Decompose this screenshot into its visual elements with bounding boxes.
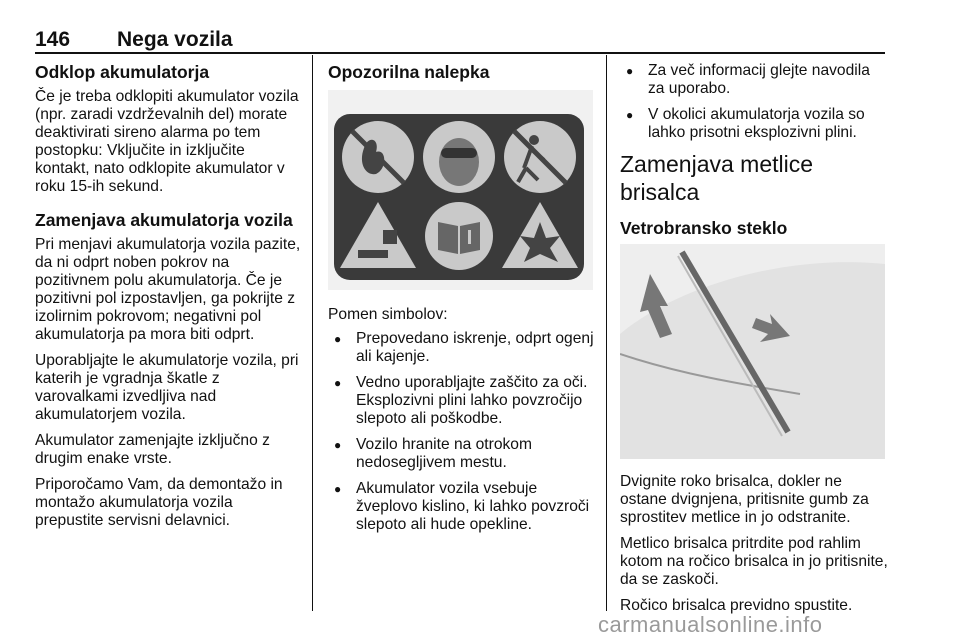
- paragraph: Uporabljajte le akumulatorje vozila, pri katerih je vgradnja škatle z varovalkami izvedljiva nad akumulatorjem vozila.: [35, 352, 299, 423]
- column-1: [35, 62, 303, 538]
- wiper-figure-svg: [620, 244, 885, 459]
- paragraph: Pri menjavi akumulatorja vozila pazite, da ni odprt noben pokrov na pozitivnem polu akumulatorja. Če je pozitivni pol izpostavljen, ga pokrijte z izolirnim pokrovom; negativni pol akumulatorja pa mora biti odprt.: [35, 236, 301, 343]
- paragraph: Priporočamo Vam, da demontažo in montažo akumulatorja vozila prepustite servisni delavnici.: [35, 476, 283, 529]
- info-list: [620, 62, 888, 142]
- header-rule: [35, 52, 885, 54]
- subsection-heading-windshield: Vetrobransko steklo: [620, 218, 788, 238]
- section-heading-battery-replacement: Zamenjava akumulatorja vozila: [35, 210, 293, 230]
- paragraph: Če je treba odklopiti akumulator vozila (npr. zaradi vzdrževalnih del) morate deaktivirati sireno alarma po tem postopku: Vključite in izključite kontakt, nato odklopite akumulator v roku 15-ih sekund.: [35, 88, 299, 195]
- list-item: ● V okolici akumulatorja vozila so lahko prisotni eksplozivni plini.: [620, 106, 888, 142]
- paragraph: Akumulator zamenjajte izključno z drugim enake vrste.: [35, 432, 270, 467]
- column-3: [620, 62, 888, 623]
- eye-protection-icon: [423, 121, 495, 193]
- warning-sticker-figure: [328, 90, 593, 290]
- page-header: [35, 28, 885, 50]
- paragraph: Metlico brisalca pritrdite pod rahlim kotom na ročico brisalca in jo pritisnite, da se zaskoči.: [620, 535, 888, 588]
- paragraph: Ročico brisalca previdno spustite.: [620, 597, 853, 614]
- page-number: 146: [35, 28, 71, 51]
- section-heading-battery-disconnect: Odklop akumulatorja: [35, 62, 210, 82]
- keep-away-from-children-icon: [504, 121, 576, 193]
- list-item: ● Vedno uporabljajte zaščito za oči. Eksplozivni plini lahko povzročijo slepoto ali poškodbe.: [328, 374, 596, 428]
- section-heading-warning-label: Opozorilna nalepka: [328, 62, 490, 82]
- chapter-title: Nega vozila: [117, 28, 233, 51]
- wiper-figure: [620, 244, 885, 459]
- symbols-list: [328, 330, 596, 534]
- column-2: [328, 62, 596, 542]
- list-item: ● Za več informacij glejte navodila za uporabo.: [620, 62, 888, 98]
- section-heading-wiper-replacement: Zamenjava metlice brisalca: [620, 151, 814, 205]
- symbols-intro: Pomen simbolov:: [328, 306, 448, 323]
- column-divider-1: [312, 55, 313, 611]
- no-fire-icon: [342, 121, 414, 193]
- column-divider-2: [606, 55, 607, 611]
- warning-sticker-svg: [328, 90, 593, 290]
- paragraph: Dvignite roko brisalca, dokler ne ostane dvignjena, pritisnite gumb za sprostitev metlice in jo odstranite.: [620, 473, 869, 526]
- list-item: ● Vozilo hranite na otrokom nedosegljivem mestu.: [328, 436, 596, 472]
- list-item: ● Prepovedano iskrenje, odprt ogenj ali kajenje.: [328, 330, 596, 366]
- list-item: ● Akumulator vozila vsebuje žveplovo kislino, ki lahko povzroči slepoto ali hude opekline.: [328, 480, 596, 534]
- watermark: carmanualsonline.info: [598, 612, 823, 637]
- read-manual-icon: [425, 202, 493, 270]
